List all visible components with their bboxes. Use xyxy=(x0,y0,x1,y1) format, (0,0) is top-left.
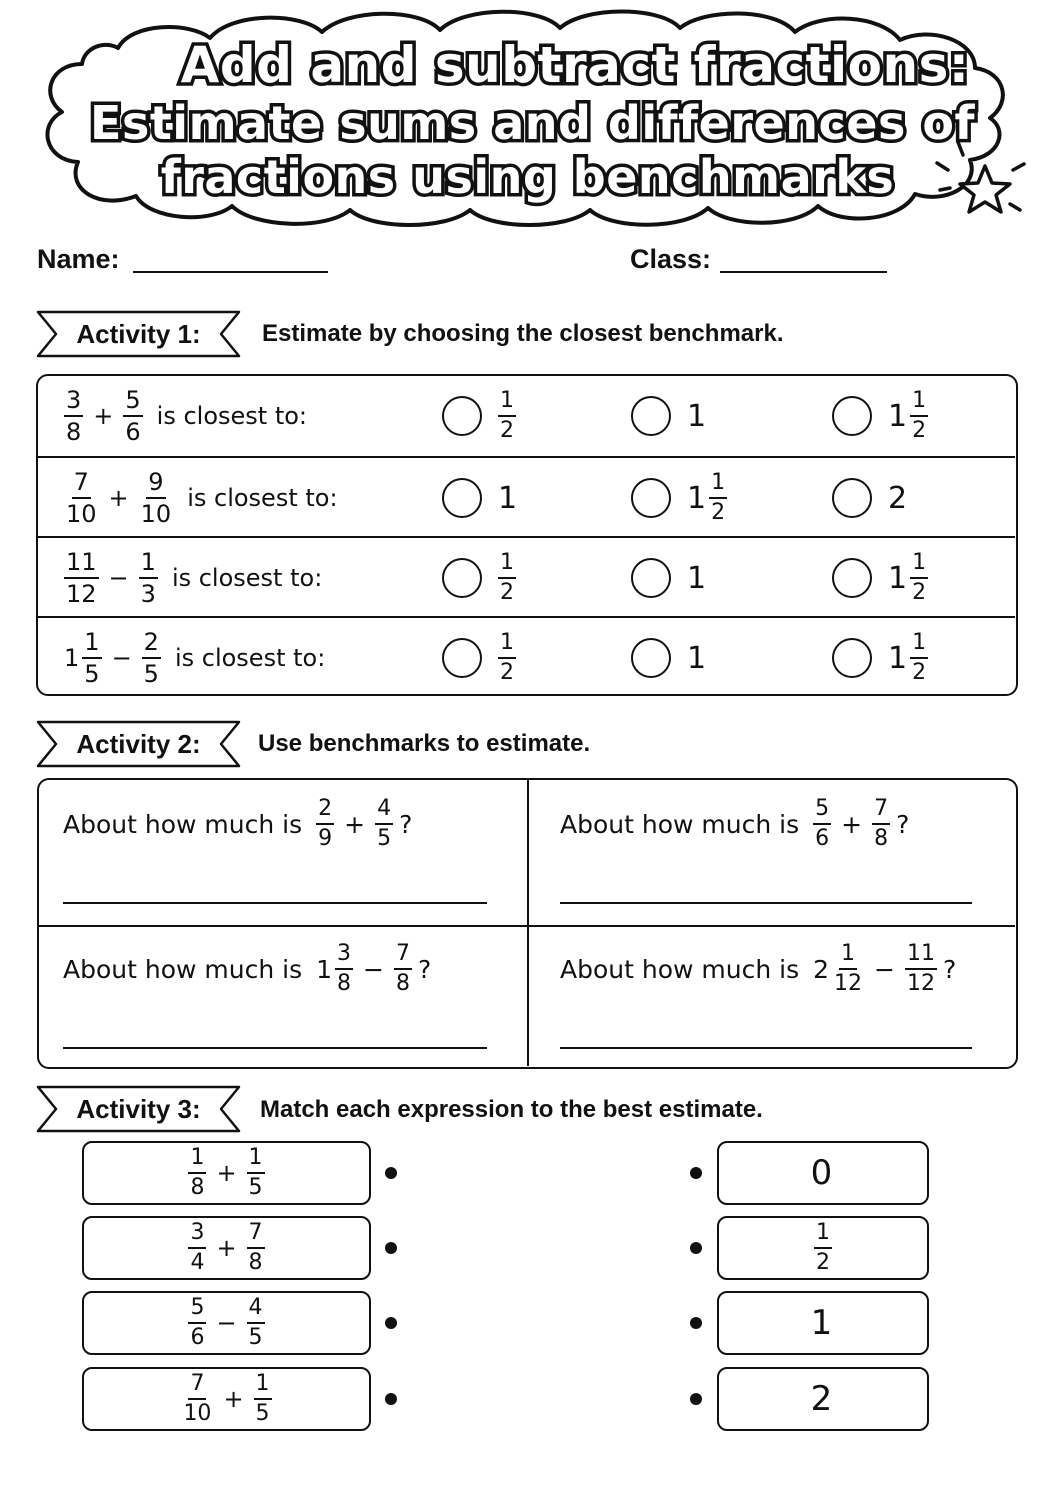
match-expression-box[interactable] xyxy=(82,1367,371,1431)
whole-number: 1 xyxy=(810,1303,833,1343)
answer-option[interactable] xyxy=(631,618,709,698)
whole-number: 1 xyxy=(64,644,80,672)
question-suffix: ? xyxy=(942,954,957,984)
numerator: 11 xyxy=(905,943,937,970)
fraction xyxy=(709,472,727,524)
numerator: 5 xyxy=(813,798,831,825)
fraction xyxy=(188,1222,206,1274)
fraction xyxy=(188,1297,206,1349)
name-field[interactable] xyxy=(133,271,328,273)
match-expression-box[interactable] xyxy=(82,1291,371,1355)
closest-label: is closest to: xyxy=(187,484,338,512)
expression xyxy=(64,538,322,618)
denominator: 3 xyxy=(140,580,156,608)
question-suffix: ? xyxy=(417,954,432,984)
whole-number: 2 xyxy=(888,480,908,516)
numerator: 5 xyxy=(188,1297,206,1324)
numerator: 7 xyxy=(72,470,91,499)
activity-1-row xyxy=(38,456,1015,536)
expression xyxy=(64,618,325,698)
whole-number: 2 xyxy=(810,1379,833,1419)
question-prefix: About how much is xyxy=(63,809,303,839)
fraction xyxy=(498,632,516,684)
closest-label: is closest to: xyxy=(156,402,308,430)
class-field[interactable] xyxy=(720,271,887,273)
whole-number: 1 xyxy=(687,640,707,676)
numerator: 3 xyxy=(64,388,83,417)
match-dot-right[interactable] xyxy=(690,1242,702,1254)
answer-line[interactable] xyxy=(63,1047,487,1049)
denominator: 6 xyxy=(125,418,141,446)
denominator: 2 xyxy=(816,1250,830,1275)
question-prefix: About how much is xyxy=(63,954,303,984)
numerator: 2 xyxy=(142,630,161,659)
estimate-question xyxy=(560,943,956,995)
match-estimate-box[interactable] xyxy=(717,1216,929,1280)
numerator: 1 xyxy=(498,552,516,579)
numerator: 7 xyxy=(188,1373,206,1400)
expression xyxy=(64,376,307,456)
radio-button[interactable] xyxy=(832,558,872,598)
answer-option[interactable] xyxy=(442,618,516,698)
grid-divider-vertical xyxy=(527,780,529,1066)
fraction xyxy=(247,1222,265,1274)
answer-option[interactable] xyxy=(631,458,727,538)
fraction xyxy=(123,388,142,444)
activity-2-grid xyxy=(37,778,1018,1069)
radio-button[interactable] xyxy=(832,478,872,518)
numerator: 7 xyxy=(872,798,890,825)
numerator: 7 xyxy=(394,943,412,970)
match-estimate-box[interactable] xyxy=(717,1291,929,1355)
fraction xyxy=(910,632,928,684)
activity-2-label: Activity 2: xyxy=(76,729,201,759)
operator: + xyxy=(216,1234,237,1262)
match-expression-box[interactable] xyxy=(82,1141,371,1205)
numerator: 3 xyxy=(335,943,353,970)
numerator: 1 xyxy=(709,472,727,499)
activity-1-row xyxy=(38,536,1015,616)
activity-1-label: Activity 1: xyxy=(76,319,201,349)
whole-number: 1 xyxy=(687,560,707,596)
activity-1-row xyxy=(38,376,1015,456)
fraction xyxy=(905,943,937,995)
fraction xyxy=(247,1297,265,1349)
denominator: 12 xyxy=(834,971,863,996)
operator: − xyxy=(363,954,384,984)
numerator: 4 xyxy=(375,798,393,825)
title-line-3: fractions using benchmarks xyxy=(160,150,895,204)
activity-3-banner xyxy=(36,1085,241,1133)
activity-3-instruction: Match each expression to the best estimate. xyxy=(260,1096,763,1123)
expression xyxy=(64,458,338,538)
fraction xyxy=(64,470,99,526)
fraction xyxy=(142,630,161,686)
question-suffix: ? xyxy=(399,809,413,839)
denominator: 5 xyxy=(143,660,159,688)
estimate-question xyxy=(560,798,909,850)
answer-option[interactable] xyxy=(832,458,910,538)
denominator: 4 xyxy=(190,1250,205,1275)
denominator: 10 xyxy=(66,500,97,528)
denominator: 2 xyxy=(500,580,514,605)
fraction xyxy=(139,550,158,606)
activity-1-instruction: Estimate by choosing the closest benchmark. xyxy=(262,320,784,347)
answer-option[interactable] xyxy=(631,538,709,618)
estimate-question xyxy=(63,798,412,850)
operator: + xyxy=(223,1385,244,1413)
class-label: Class: xyxy=(630,244,712,274)
question-prefix: About how much is xyxy=(560,954,800,984)
numerator: 1 xyxy=(254,1373,272,1400)
denominator: 6 xyxy=(815,826,830,851)
denominator: 5 xyxy=(248,1175,263,1200)
denominator: 8 xyxy=(874,826,889,851)
denominator: 2 xyxy=(711,500,726,525)
answer-line[interactable] xyxy=(560,902,972,904)
answer-option[interactable] xyxy=(442,538,516,618)
numerator: 4 xyxy=(247,1297,265,1324)
answer-line[interactable] xyxy=(560,1047,972,1049)
radio-button[interactable] xyxy=(631,478,671,518)
numerator: 1 xyxy=(139,550,158,579)
match-dot-left[interactable] xyxy=(385,1242,397,1254)
fraction xyxy=(498,552,516,604)
grid-divider-horizontal xyxy=(39,925,1015,927)
fraction xyxy=(910,390,928,442)
whole-number: 1 xyxy=(498,480,518,516)
activity-1-banner xyxy=(36,310,241,358)
denominator: 2 xyxy=(912,418,927,443)
whole-number: 1 xyxy=(888,560,908,596)
fraction xyxy=(375,798,393,850)
answer-option[interactable] xyxy=(832,538,928,618)
activity-2-banner xyxy=(36,720,241,768)
numerator: 1 xyxy=(188,1147,206,1174)
denominator: 2 xyxy=(912,660,927,685)
numerator: 2 xyxy=(316,798,334,825)
radio-button[interactable] xyxy=(442,478,482,518)
fraction xyxy=(498,390,516,442)
fraction xyxy=(247,1147,265,1199)
denominator: 8 xyxy=(66,418,82,446)
operator: − xyxy=(111,644,132,672)
match-estimate-box[interactable] xyxy=(717,1141,929,1205)
answer-line[interactable] xyxy=(63,902,487,904)
fraction xyxy=(181,1373,213,1425)
denominator: 5 xyxy=(377,826,392,851)
denominator: 5 xyxy=(255,1401,270,1426)
radio-button[interactable] xyxy=(631,558,671,598)
activity-1-row xyxy=(38,616,1015,696)
denominator: 2 xyxy=(500,660,514,685)
name-label: Name: xyxy=(37,244,120,274)
fraction xyxy=(188,1147,206,1199)
fraction xyxy=(335,943,353,995)
title-line-2: Estimate sums and differences of xyxy=(90,96,975,150)
numerator: 1 xyxy=(82,630,101,659)
denominator: 8 xyxy=(190,1175,205,1200)
operator: + xyxy=(841,809,863,839)
answer-option[interactable] xyxy=(442,458,520,538)
match-dot-right[interactable] xyxy=(690,1393,702,1405)
fraction xyxy=(82,630,101,686)
fraction xyxy=(832,943,864,995)
numerator: 1 xyxy=(839,943,857,970)
fraction xyxy=(254,1373,272,1425)
numerator: 1 xyxy=(814,1222,832,1249)
activity-3-label: Activity 3: xyxy=(76,1094,201,1124)
fraction xyxy=(64,388,83,444)
radio-button[interactable] xyxy=(442,396,482,436)
estimate-question xyxy=(63,943,431,995)
numerator: 1 xyxy=(910,552,928,579)
closest-label: is closest to: xyxy=(171,564,323,592)
question-prefix: About how much is xyxy=(560,809,800,839)
whole-number: 1 xyxy=(316,954,333,984)
radio-button[interactable] xyxy=(631,396,671,436)
denominator: 12 xyxy=(906,971,935,996)
numerator: 1 xyxy=(498,632,516,659)
numerator: 1 xyxy=(910,390,928,417)
whole-number: 0 xyxy=(810,1153,833,1193)
fraction xyxy=(872,798,890,850)
denominator: 12 xyxy=(66,580,97,608)
numerator: 9 xyxy=(146,470,165,499)
denominator: 5 xyxy=(84,660,100,688)
fraction xyxy=(813,798,831,850)
denominator: 8 xyxy=(248,1250,263,1275)
denominator: 10 xyxy=(140,500,172,528)
whole-number: 1 xyxy=(687,398,707,434)
radio-button[interactable] xyxy=(832,638,872,678)
whole-number: 1 xyxy=(888,640,908,676)
denominator: 5 xyxy=(248,1325,263,1350)
radio-button[interactable] xyxy=(442,558,482,598)
denominator: 9 xyxy=(318,826,333,851)
numerator: 1 xyxy=(498,390,516,417)
denominator: 6 xyxy=(190,1325,205,1350)
operator: − xyxy=(874,954,895,984)
answer-option[interactable] xyxy=(631,376,709,456)
fraction xyxy=(139,470,174,526)
answer-option[interactable] xyxy=(442,376,516,456)
match-estimate-box[interactable] xyxy=(717,1367,929,1431)
denominator: 8 xyxy=(395,971,410,996)
numerator: 5 xyxy=(123,388,142,417)
operator: + xyxy=(108,484,129,512)
numerator: 3 xyxy=(188,1222,206,1249)
match-dot-right[interactable] xyxy=(690,1167,702,1179)
activity-1-table xyxy=(36,374,1018,696)
match-dot-left[interactable] xyxy=(385,1167,397,1179)
operator: + xyxy=(344,809,366,839)
fraction xyxy=(394,943,412,995)
numerator: 1 xyxy=(247,1147,265,1174)
denominator: 2 xyxy=(500,418,514,443)
answer-option[interactable] xyxy=(832,618,928,698)
operator: − xyxy=(216,1309,237,1337)
activity-2-instruction: Use benchmarks to estimate. xyxy=(258,730,591,757)
match-dot-right[interactable] xyxy=(690,1317,702,1329)
radio-button[interactable] xyxy=(832,396,872,436)
numerator: 1 xyxy=(910,632,928,659)
fraction xyxy=(316,798,334,850)
closest-label: is closest to: xyxy=(174,644,326,672)
denominator: 10 xyxy=(183,1401,212,1426)
match-dot-left[interactable] xyxy=(385,1393,397,1405)
numerator: 7 xyxy=(247,1222,265,1249)
radio-button[interactable] xyxy=(631,638,671,678)
denominator: 8 xyxy=(337,971,352,996)
title-banner xyxy=(0,0,1055,235)
operator: + xyxy=(93,402,114,430)
answer-option[interactable] xyxy=(832,376,928,456)
operator: − xyxy=(108,564,129,592)
fraction xyxy=(910,552,928,604)
denominator: 2 xyxy=(912,580,927,605)
whole-number: 1 xyxy=(888,398,908,434)
whole-number: 1 xyxy=(687,480,707,516)
fraction xyxy=(64,550,99,606)
question-suffix: ? xyxy=(896,809,910,839)
match-dot-left[interactable] xyxy=(385,1317,397,1329)
title-line-1: Add and subtract fractions: xyxy=(180,36,970,94)
whole-number: 2 xyxy=(813,954,830,984)
operator: + xyxy=(216,1159,237,1187)
match-expression-box[interactable] xyxy=(82,1216,371,1280)
radio-button[interactable] xyxy=(442,638,482,678)
fraction xyxy=(814,1222,832,1274)
numerator: 11 xyxy=(64,550,99,579)
